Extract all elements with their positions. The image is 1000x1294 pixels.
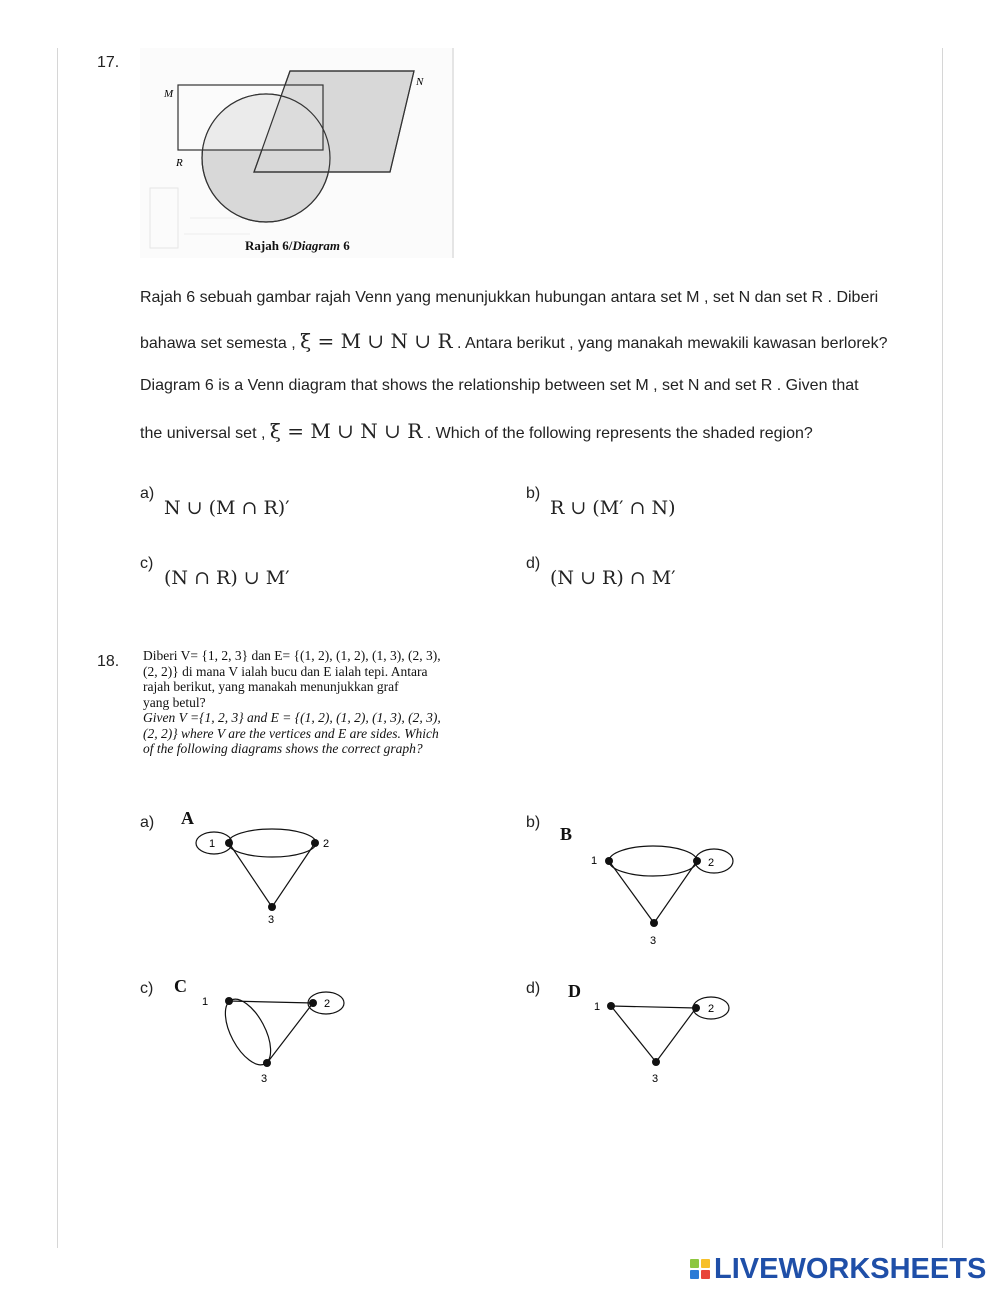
graph-label: D xyxy=(568,981,581,1001)
q18-ms-line-3: rajah berikut, yang manakah menunjukkan graf xyxy=(143,679,399,694)
vertex-2 xyxy=(692,1004,700,1012)
option-letter: a) xyxy=(140,814,155,831)
vertex-2-label: 2 xyxy=(323,838,330,850)
liveworksheets-logo[interactable] xyxy=(690,1252,986,1286)
option-letter: d) xyxy=(526,980,541,997)
venn-diagram-svg xyxy=(140,48,454,258)
vertex-3-label: 3 xyxy=(650,935,657,947)
vertex-1 xyxy=(607,1002,615,1010)
graph-label: C xyxy=(174,976,187,996)
vertex-2-label: 2 xyxy=(708,857,715,869)
q18-option-c[interactable] xyxy=(140,978,370,1093)
label-r: R xyxy=(176,157,183,169)
vertex-3 xyxy=(650,919,658,927)
q17-option-b[interactable] xyxy=(526,485,676,519)
q18-ms-line-2: (2, 2)} di mana V ialah bucu dan E ialah tepi. Antara xyxy=(143,663,428,679)
vertex-2-label: 2 xyxy=(324,998,331,1010)
right-margin-line xyxy=(942,48,943,1248)
q18-en-line-1: Given V ={1, 2, 3} and E = {(1, 2), (1, 2), (1, 3), (2, 3), xyxy=(143,710,441,725)
q17-option-d[interactable] xyxy=(526,555,676,589)
graph-a-svg xyxy=(190,822,360,932)
vertex-1 xyxy=(225,997,233,1005)
graph-c-svg xyxy=(198,988,358,1088)
option-letter: a) xyxy=(140,485,155,502)
q18-en-line-2: (2, 2)} where V are the vertices and E are sides. Which xyxy=(143,725,439,741)
vertex-2 xyxy=(309,999,317,1007)
graph-d-svg xyxy=(588,994,748,1094)
venn-diagram-6 xyxy=(140,48,454,258)
vertex-3 xyxy=(652,1058,660,1066)
option-expression: (N ∪ R) ∩ M′ xyxy=(550,567,676,589)
vertex-1-label: 1 xyxy=(202,996,209,1008)
diagram-6-caption: Rajah 6/Diagram 6 xyxy=(245,238,350,253)
vertex-3-label: 3 xyxy=(652,1073,659,1085)
vertex-3-label: 3 xyxy=(261,1073,268,1085)
logo-grid-icon xyxy=(690,1259,710,1279)
vertex-1-label: 1 xyxy=(594,1001,601,1013)
q17-text-line-2: bahawa set semesta , ξ = M ∪ N ∪ R . Antara berikut , yang manakah mewakili kawasan berlorek? xyxy=(140,329,888,353)
graph-label: B xyxy=(560,824,573,844)
graph-b-svg xyxy=(586,840,756,952)
q18-option-d[interactable] xyxy=(526,978,756,1093)
vertex-2 xyxy=(693,857,701,865)
vertex-2-label: 2 xyxy=(708,1003,715,1015)
vertex-1-label: 1 xyxy=(209,838,216,850)
option-letter: c) xyxy=(140,555,154,572)
universal-set-formula-en: ξ = M ∪ N ∪ R xyxy=(269,419,423,443)
q17-text-line-4: the universal set , ξ = M ∪ N ∪ R . Which of the following represents the shaded region? xyxy=(140,419,813,443)
option-expression: R ∪ (M′ ∩ N) xyxy=(550,497,676,519)
logo-text: LIVEWORKSHEETS xyxy=(714,1252,987,1285)
label-n: N xyxy=(416,76,424,88)
vertex-1 xyxy=(225,839,233,847)
vertex-3 xyxy=(268,903,276,911)
q17-option-c[interactable] xyxy=(140,555,290,589)
option-expression: N ∪ (M ∩ R)′ xyxy=(164,497,290,519)
vertex-1-label: 1 xyxy=(591,855,598,867)
vertex-1 xyxy=(605,857,613,865)
option-letter: d) xyxy=(526,555,541,572)
question-18-number: 18. xyxy=(97,653,120,670)
left-margin-line xyxy=(57,48,58,1248)
vertex-3-label: 3 xyxy=(268,914,275,926)
option-expression: (N ∩ R) ∪ M′ xyxy=(164,567,290,589)
q17-text-line-1: Rajah 6 sebuah gambar rajah Venn yang menunjukkan hubungan antara set M , set N dan set R . Diberi xyxy=(140,289,879,306)
q18-question-text xyxy=(143,648,463,757)
q17-text-line-3: Diagram 6 is a Venn diagram that shows the relationship between set M , set N and set R . Given that xyxy=(140,377,859,394)
q18-ms-line-4: yang betul? xyxy=(143,694,206,710)
option-letter: c) xyxy=(140,980,154,997)
label-m: M xyxy=(164,88,174,100)
universal-set-formula: ξ = M ∪ N ∪ R xyxy=(300,329,453,353)
q18-ms-line-1: Diberi V= {1, 2, 3} dan E= {(1, 2), (1, 2), (1, 3), (2, 3), xyxy=(143,648,441,663)
graph-label: A xyxy=(181,808,194,828)
vertex-3 xyxy=(263,1059,271,1067)
option-letter: b) xyxy=(526,814,541,831)
q18-en-line-3: of the following diagrams shows the correct graph? xyxy=(143,741,423,756)
option-letter: b) xyxy=(526,485,541,502)
q18-option-a[interactable] xyxy=(140,808,370,932)
q17-option-a[interactable] xyxy=(140,485,290,519)
question-17-number: 17. xyxy=(97,54,120,71)
q18-option-b[interactable] xyxy=(526,812,756,952)
vertex-2 xyxy=(311,839,319,847)
